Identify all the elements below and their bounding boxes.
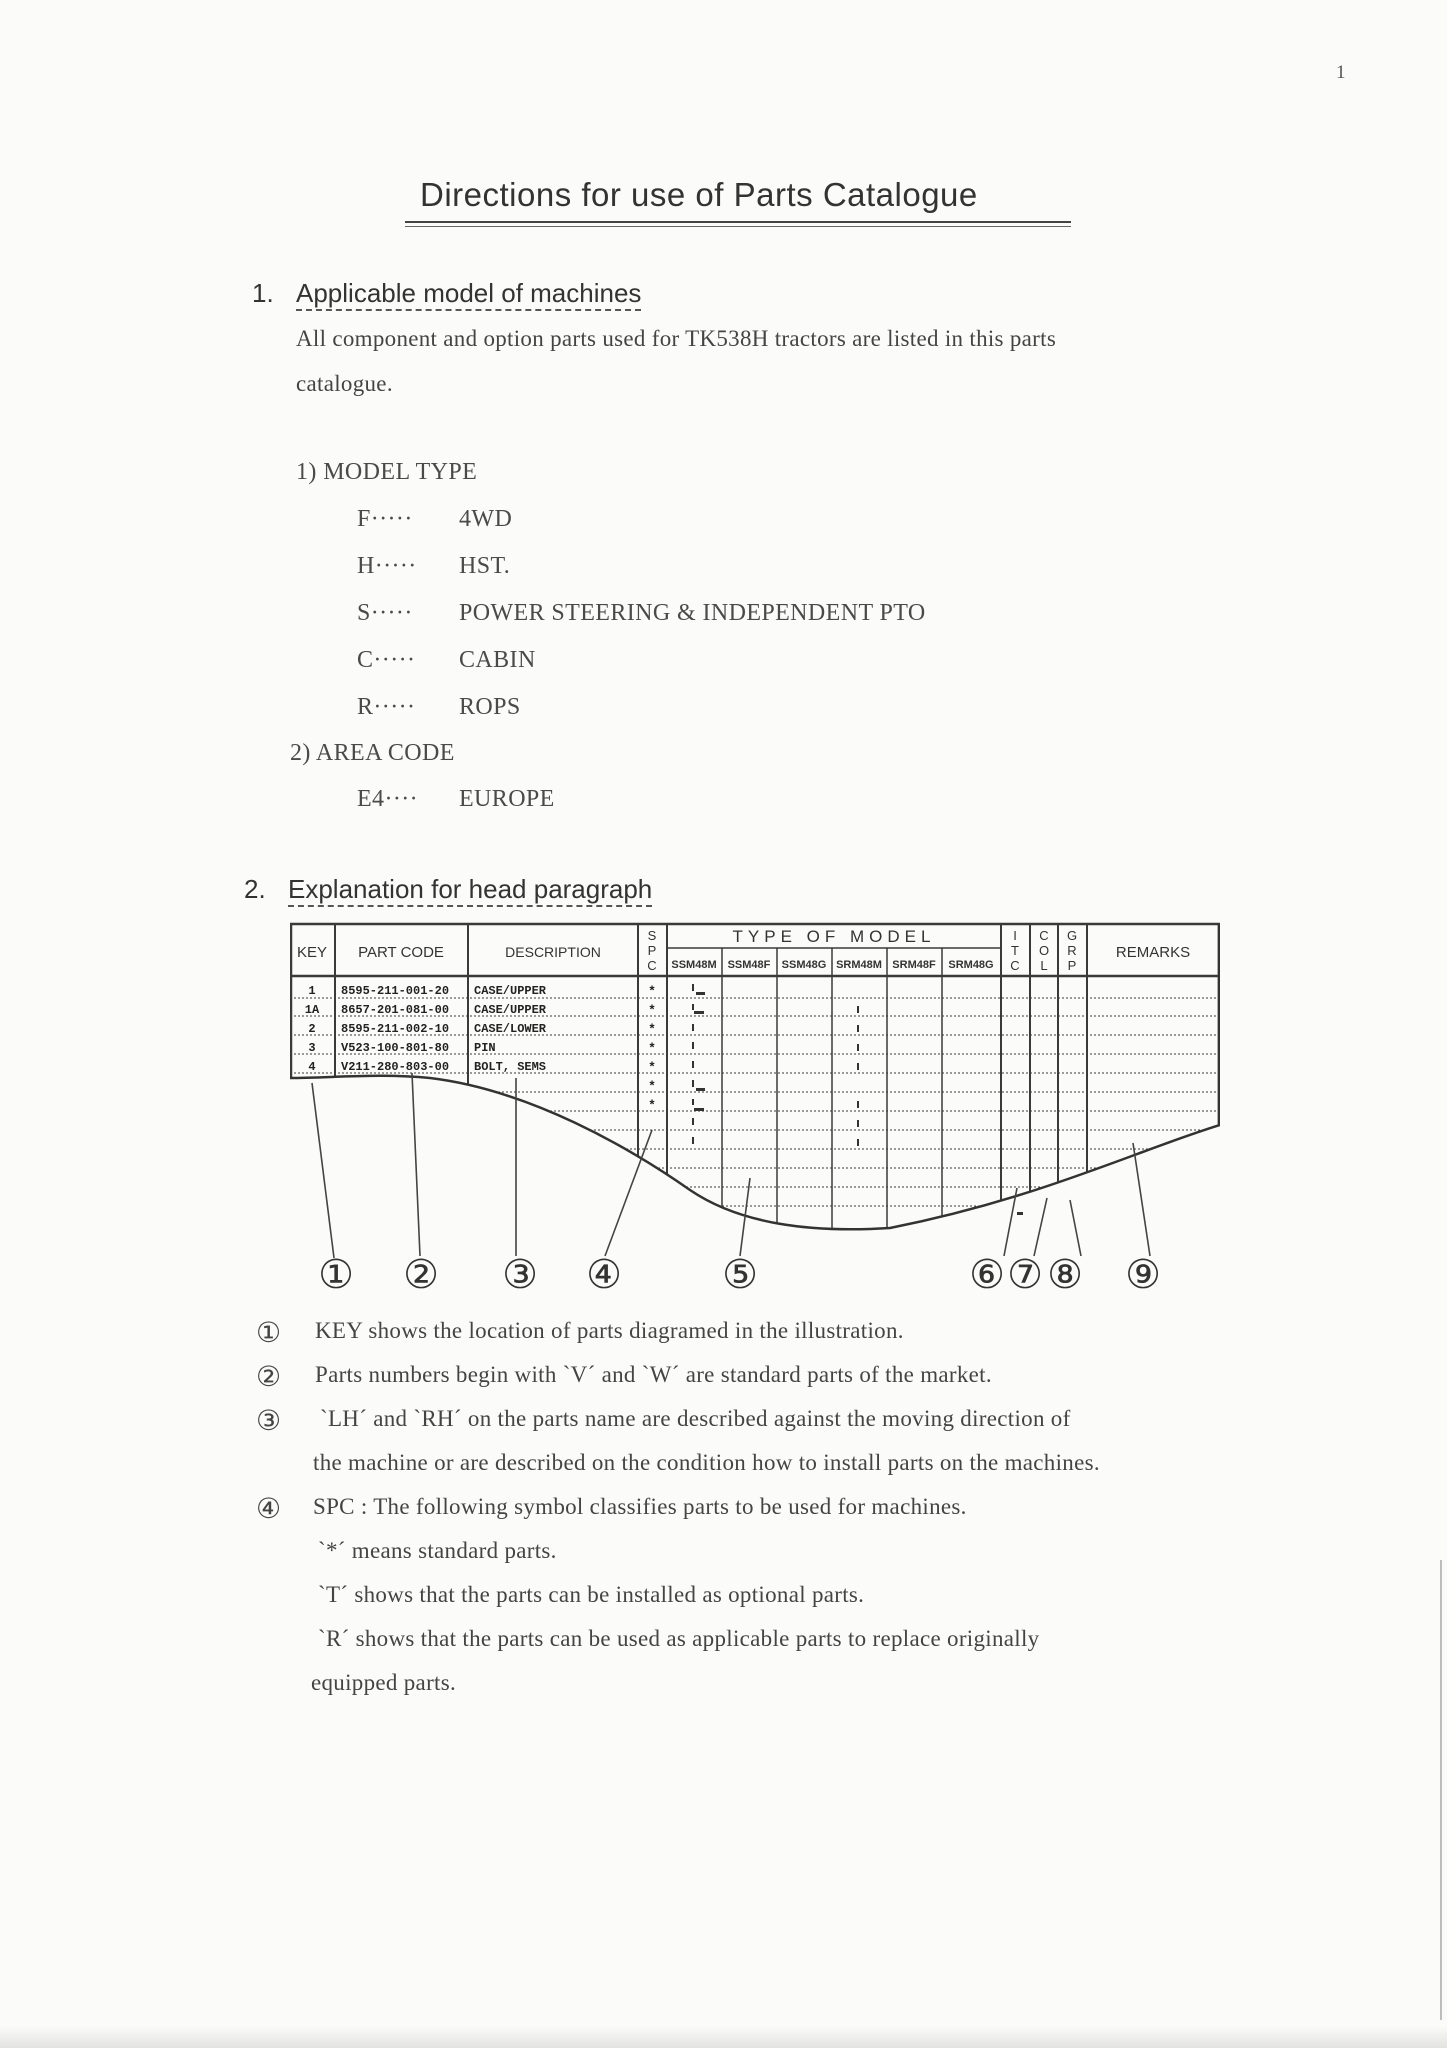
- model-meaning: ROPS: [459, 694, 521, 720]
- title-underline: [405, 221, 1071, 223]
- header-key: KEY: [296, 944, 328, 961]
- header-col-l: L: [1040, 958, 1048, 973]
- header-model-col: SRM48M: [836, 959, 882, 971]
- section1-paragraph-line1: All component and option parts used for TK538H tractors are listed in this parts: [296, 326, 1057, 351]
- model-code: C·····: [357, 647, 416, 673]
- header-description: DESCRIPTION: [505, 944, 601, 960]
- page-title: Directions for use of Parts Catalogue: [420, 176, 978, 213]
- head-paragraph-figure: [290, 918, 1220, 1308]
- section2-title: Explanation for head paragraph: [288, 874, 652, 907]
- explanation-3-text-line1: `LH´ and `RH´ on the parts name are described against the moving direction of: [320, 1406, 1071, 1431]
- row-part-code: V523-100-801-80: [341, 1041, 450, 1055]
- section2-heading: [244, 874, 652, 905]
- area-code: E4····: [357, 786, 419, 812]
- row-spc: *: [648, 1003, 656, 1018]
- header-spc-s: S: [647, 928, 657, 943]
- model-code: S·····: [357, 600, 413, 626]
- header-spc-p: P: [647, 943, 657, 958]
- row-part-code: 8657-201-081-00: [341, 1003, 450, 1017]
- row-part-code: 8595-211-001-20: [341, 984, 450, 998]
- explanation-4-text: SPC : The following symbol classifies parts to be used for machines.: [313, 1494, 967, 1519]
- header-itc-c: C: [1010, 958, 1020, 973]
- row-key: 4: [308, 1060, 316, 1074]
- explanation-3-text-line2: the machine or are described on the condition how to install parts on the machines.: [313, 1450, 1100, 1475]
- spc-symbol-replace: `R´ shows that the parts can be used as applicable parts to replace originally: [318, 1626, 1040, 1651]
- header-col-c: C: [1039, 928, 1049, 943]
- area-code-label: 2) AREA CODE: [290, 740, 455, 766]
- model-code: H·····: [357, 553, 417, 579]
- title-underline-secondary: [405, 226, 1071, 227]
- model-meaning: HST.: [459, 553, 511, 579]
- row-spc: *: [648, 1022, 656, 1037]
- spc-symbol-optional: `T´ shows that the parts can be installed as optional parts.: [318, 1582, 865, 1607]
- explanation-4-mark: ④: [256, 1492, 282, 1525]
- header-model-col: SSM48G: [781, 959, 827, 971]
- model-type-label: 1) MODEL TYPE: [296, 459, 478, 485]
- row-spc: *: [648, 1041, 656, 1056]
- row-description: CASE/UPPER: [474, 984, 547, 998]
- section1-paragraph-line2: catalogue.: [296, 371, 393, 396]
- explanation-3-mark: ③: [256, 1404, 282, 1437]
- callout-6: ⑥: [969, 1252, 1005, 1298]
- section1-title: Applicable model of machines: [296, 278, 641, 311]
- model-marks: [692, 984, 1023, 1215]
- row-part-code: 8595-211-002-10: [341, 1022, 450, 1036]
- area-meaning: EUROPE: [459, 786, 555, 812]
- header-part-code: PART CODE: [358, 944, 444, 961]
- scan-edge-mark: [1440, 1560, 1442, 2020]
- row-key: 2: [308, 1022, 316, 1036]
- callout-4: ④: [586, 1252, 622, 1298]
- explanation-1-text: KEY shows the location of parts diagramed in the illustration.: [315, 1318, 904, 1343]
- model-meaning: POWER STEERING & INDEPENDENT PTO: [459, 600, 926, 626]
- header-type-of-model: TYPE OF MODEL: [732, 927, 936, 946]
- header-grp-p: P: [1067, 958, 1077, 973]
- header-col-o: O: [1038, 943, 1050, 958]
- model-meaning: 4WD: [459, 506, 513, 532]
- section1-number: 1.: [252, 278, 274, 308]
- header-model-col: SRM48F: [892, 959, 936, 971]
- header-remarks: REMARKS: [1115, 944, 1191, 961]
- row-description: BOLT, SEMS: [474, 1060, 547, 1074]
- row-spc: *: [648, 1098, 656, 1113]
- row-spc: *: [648, 1060, 656, 1075]
- callout-9: ⑨: [1125, 1252, 1161, 1298]
- section1-heading: [252, 278, 641, 309]
- row-description: CASE/UPPER: [474, 1003, 547, 1017]
- callout-1: ①: [318, 1252, 354, 1298]
- row-key: 1: [308, 984, 316, 998]
- callout-7: ⑦: [1007, 1252, 1043, 1298]
- page-number: 1: [1336, 62, 1346, 83]
- spc-symbol-standard: `*´ means standard parts.: [318, 1538, 557, 1563]
- callout-3: ③: [502, 1252, 538, 1298]
- callout-leaders: [312, 1073, 1150, 1258]
- row-key: 1A: [304, 1003, 320, 1017]
- row-spc: *: [648, 984, 656, 999]
- header-grp-r: R: [1067, 943, 1077, 958]
- explanation-1-mark: ①: [256, 1316, 282, 1349]
- section2-number: 2.: [244, 874, 266, 904]
- header-model-col: SSM48F: [727, 959, 771, 971]
- scan-bottom-edge: [0, 2026, 1447, 2048]
- model-meaning: CABIN: [459, 647, 536, 673]
- header-model-col: SSM48M: [671, 959, 717, 971]
- row-key: 3: [308, 1041, 316, 1055]
- header-itc-t: T: [1011, 943, 1019, 958]
- header-model-col: SRM48G: [948, 959, 994, 971]
- spc-symbol-replace-cont: equipped parts.: [311, 1670, 457, 1695]
- row-spc: *: [648, 1079, 656, 1094]
- callout-5: ⑤: [722, 1252, 758, 1298]
- explanation-2-mark: ②: [256, 1360, 282, 1393]
- callout-2: ②: [403, 1252, 439, 1298]
- explanation-2-text: Parts numbers begin with `V´ and `W´ are standard parts of the market.: [315, 1362, 992, 1387]
- header-grp-g: G: [1066, 928, 1078, 943]
- model-code: F·····: [357, 506, 413, 532]
- row-description: PIN: [474, 1041, 496, 1055]
- header-itc-i: I: [1013, 928, 1017, 943]
- callout-8: ⑧: [1047, 1252, 1083, 1298]
- header-spc-c: C: [647, 958, 657, 973]
- row-description: CASE/LOWER: [474, 1022, 547, 1036]
- model-code: R·····: [357, 694, 416, 720]
- row-part-code: V211-280-803-00: [341, 1060, 450, 1074]
